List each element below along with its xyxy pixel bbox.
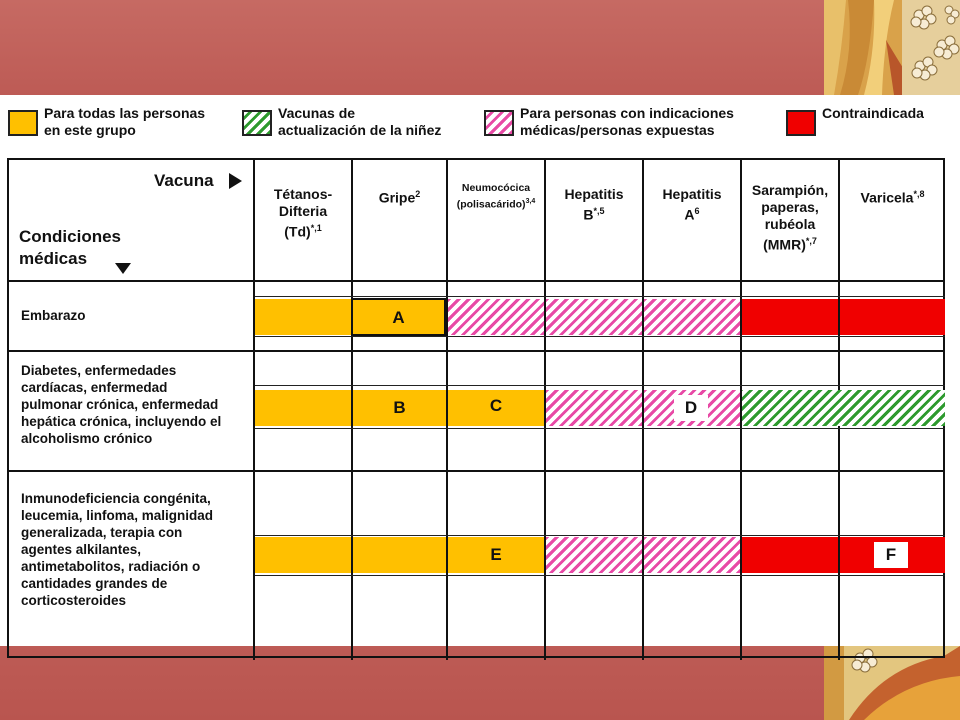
- cell-pink-hatched-labeled: [644, 390, 740, 426]
- cell-pink-hatched: [546, 537, 642, 573]
- column-header-mmr: Sarampión, paperas, rubéola (MMR)$^{*,7}$: [751, 182, 829, 253]
- cell-green-hatched: [742, 390, 945, 426]
- legend-item-medical-indications: [484, 105, 774, 145]
- row-divider: [9, 470, 945, 472]
- legend-swatch-green-hatched: [242, 110, 272, 136]
- cell-letter: C: [489, 396, 503, 415]
- grid-line: [255, 296, 945, 297]
- cell-letter: A: [392, 308, 405, 327]
- cell-yellow: [255, 537, 351, 573]
- column-header-neumococica: Neumocócica (polisacárido)$^{3,4}$: [456, 182, 536, 211]
- grid-line: [255, 385, 945, 386]
- legend-item-contraindicated: [786, 105, 956, 145]
- cell-yellow-labeled: [353, 390, 446, 426]
- legend-label: Para todas las personas en este grupo: [44, 105, 206, 138]
- cell-yellow-labeled: [351, 298, 446, 336]
- cell-pink-hatched: [546, 390, 642, 426]
- cell-pink-hatched: [644, 537, 740, 573]
- cell-red: [840, 299, 945, 335]
- legend-swatch-pink-hatched: [484, 110, 514, 136]
- header-divider: [9, 280, 945, 282]
- row-label-chronic-conditions: Diabetes, enfermedades cardíacas, enfermedad pulmonar crónica, enfermedad hepática crónica, incluyendo el alcoholismo crónico: [21, 363, 222, 446]
- legend-swatch-red: [786, 110, 816, 136]
- column-header-varicela: Varicela$^{*,8}$: [860, 189, 925, 206]
- cell-yellow-labeled: [448, 537, 544, 573]
- grid-line: [255, 428, 945, 429]
- arrow-down-icon: [115, 263, 131, 274]
- column-header-hepatitis-a: Hepatitis $A^6$: [662, 186, 722, 223]
- floral-decoration-top: [824, 0, 960, 95]
- vaccine-chart-sheet: [0, 95, 960, 646]
- legend-label: Vacunas de actualización de la niñez: [278, 105, 442, 138]
- column-header-hepatitis-b: Hepatitis $B^{*,5}$: [564, 186, 624, 223]
- column-header-gripe: Gripe$^2$: [378, 189, 421, 206]
- cell-yellow-labeled: [448, 390, 544, 426]
- row-label-immunodeficiency: Inmunodeficiencia congénita, leucemia, linfoma, malignidad generalizada, terapia con agentes alkilantes, antimetabolitos, radiación o cantidades grandes de corticosteroides: [21, 491, 214, 608]
- legend-item-all-persons: [8, 105, 240, 145]
- cell-yellow: [255, 299, 351, 335]
- cell-pink-hatched: [644, 299, 740, 335]
- cell-pink-hatched: [448, 299, 544, 335]
- cell-yellow: [353, 537, 446, 573]
- legend-swatch-yellow: [8, 110, 38, 136]
- cell-pink-hatched: [546, 299, 642, 335]
- cell-red-labeled: [840, 537, 945, 573]
- legend-label: Contraindicada: [822, 105, 924, 121]
- cell-red: [742, 537, 838, 573]
- cell-letter: E: [490, 545, 502, 564]
- column-header-td: Tétanos- Difteria $(Td)^{*,1}$: [273, 186, 333, 240]
- legend-item-childhood-catchup: [242, 105, 474, 145]
- cell-yellow: [255, 390, 351, 426]
- grid-line: [255, 336, 945, 337]
- cell-letter-chip: D: [674, 395, 708, 421]
- corner-vacuna-label: Vacuna: [154, 171, 214, 190]
- arrow-right-icon: [229, 173, 242, 189]
- grid-line: [255, 575, 945, 576]
- slide-frame-top: [0, 0, 960, 95]
- cell-red: [742, 299, 838, 335]
- vaccine-table: [7, 158, 945, 658]
- cell-letter: B: [393, 398, 406, 417]
- row-label-embarazo: Embarazo: [21, 308, 86, 323]
- corner-conditions-label: Condiciones médicas: [19, 227, 122, 268]
- legend-label: Para personas con indicaciones médicas/personas expuestas: [520, 105, 734, 138]
- grid-line: [255, 535, 945, 536]
- row-divider: [9, 350, 945, 352]
- cell-letter-chip: F: [874, 542, 908, 568]
